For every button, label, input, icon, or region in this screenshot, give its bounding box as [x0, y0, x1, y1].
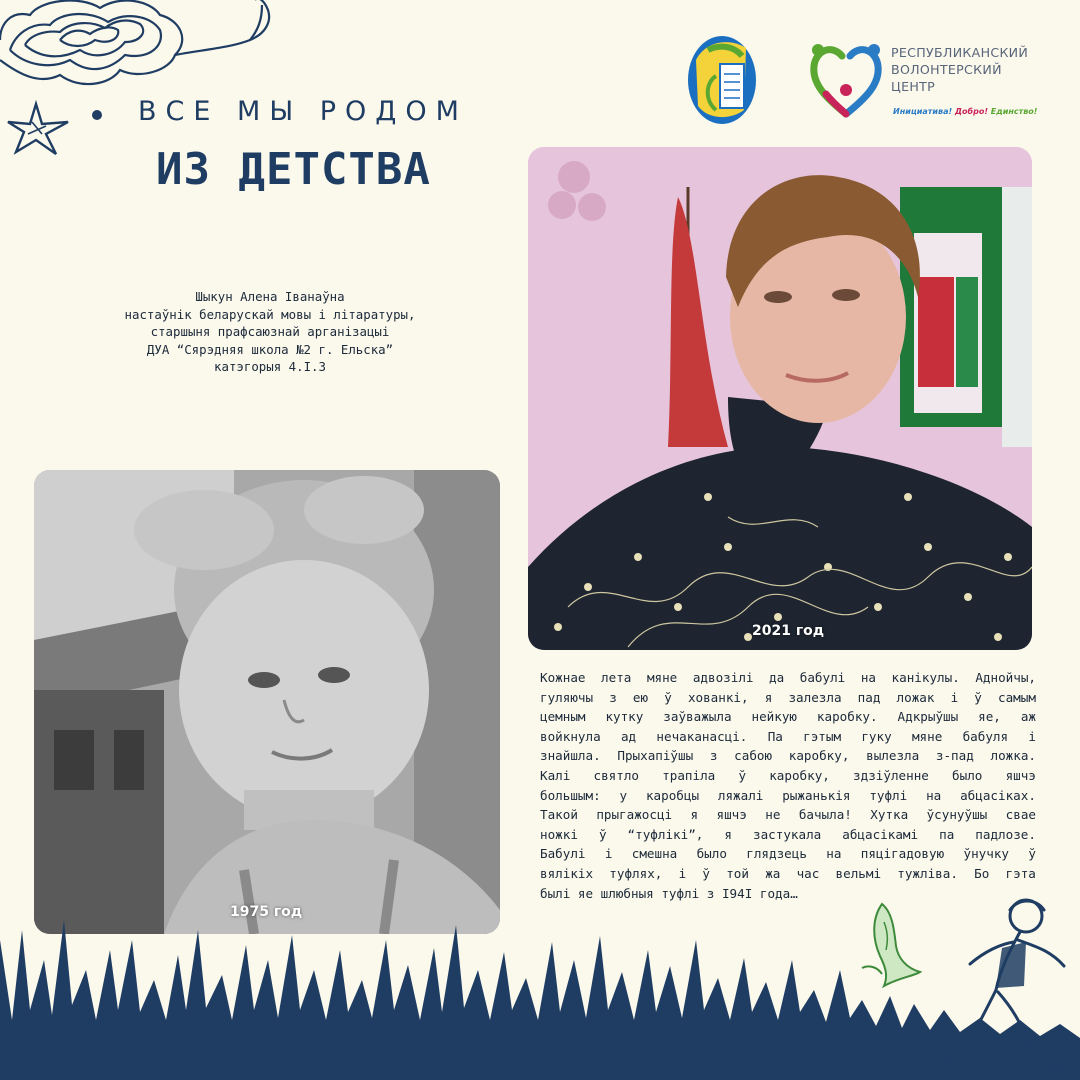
story-text-line: былі яе шлюбныя туфлі з І94І года… — [540, 885, 798, 901]
page-title-line1: ВСЕ МЫ РОДОМ — [138, 96, 468, 127]
story-word: бабуля — [962, 728, 1009, 744]
story-word: гуку — [861, 728, 892, 744]
story-word: і — [604, 846, 613, 862]
story-word: вялікіх — [540, 865, 594, 881]
story-word: яшчэ — [1005, 767, 1036, 783]
story-word: тужліва. — [897, 865, 958, 881]
story-word: Хутка — [870, 807, 909, 823]
story-word: нейкую — [751, 709, 797, 725]
volunteer-center-name-line: ЦЕНТР — [891, 79, 935, 94]
story-word: мяне — [646, 670, 678, 685]
story-word: каробку. — [816, 709, 878, 725]
story-word: хованкі, — [687, 689, 749, 705]
story-word: на — [926, 787, 942, 803]
story-word: я — [724, 826, 732, 842]
story-word: Калі — [540, 767, 571, 783]
story-word: ўнучку — [963, 846, 1009, 862]
story-word: прыгажосці — [596, 807, 673, 823]
story-word: пад — [857, 689, 881, 705]
story-word: бабулі — [799, 670, 846, 685]
recent-photo-image — [528, 147, 1032, 650]
story-word: падлозе. — [975, 826, 1036, 842]
story-word: на — [860, 670, 876, 685]
story-word: знайшла. — [540, 748, 601, 764]
story-word: і — [950, 689, 959, 705]
story-word: гуляючы — [540, 689, 594, 705]
story-word: Кожнае — [540, 670, 586, 685]
story-word: ў — [702, 865, 710, 881]
story-word: самым — [998, 689, 1036, 705]
childhood-photo-caption: 1975 год — [230, 904, 303, 920]
volunteer-center-name — [891, 44, 1028, 95]
story-line — [540, 805, 1036, 825]
story-word: цемным — [540, 709, 586, 725]
story-word: па — [939, 826, 955, 842]
story-word: я — [764, 689, 773, 705]
story-word: з-пад — [935, 748, 974, 764]
story-word: жа — [765, 865, 781, 881]
story-line — [540, 825, 1036, 845]
story-word: войкнула — [540, 728, 601, 744]
story-text — [540, 668, 1036, 903]
story-word: яшчэ — [716, 807, 747, 823]
story-word: застукала — [753, 826, 822, 842]
childhood-photo-image — [34, 470, 500, 934]
story-word: не — [765, 807, 781, 823]
childhood-photo — [34, 470, 500, 934]
story-word: і — [678, 865, 687, 881]
story-word: ў — [974, 689, 982, 705]
story-word: абцасіках. — [960, 787, 1036, 803]
slogan-word: Добро! — [954, 107, 988, 116]
volunteer-center-name-line: РЕСПУБЛИКАНСКИЙ — [891, 45, 1029, 60]
story-word: ложак — [896, 689, 935, 705]
story-word: і — [1028, 728, 1036, 744]
story-word: я — [690, 807, 699, 823]
story-line — [540, 766, 1036, 786]
author-line: Шыкун Алена Іванаўна — [195, 289, 345, 304]
story-word: каробку, — [769, 767, 830, 783]
running-boy-doodle-icon — [940, 890, 1080, 1080]
star-doodle-icon — [6, 100, 72, 156]
author-line: катэгорыя 4.І.3 — [214, 359, 326, 374]
story-word: гэтым — [803, 728, 842, 744]
recent-photo — [528, 147, 1032, 650]
story-line — [540, 844, 1036, 864]
author-line: старшыня прафсаюзнай арганізацыі — [150, 324, 390, 339]
story-word: Адкрыўшы — [897, 709, 959, 725]
story-line — [540, 727, 1036, 747]
story-line — [540, 668, 1036, 688]
story-word: ложка. — [990, 748, 1036, 764]
volunteer-center-name-line: ВОЛОНТЕРСКИЙ — [891, 62, 1002, 77]
story-word: здзіўленне — [853, 767, 929, 783]
story-line — [540, 707, 1036, 727]
story-word: Па — [767, 728, 783, 744]
story-word: ею — [632, 689, 649, 705]
story-word: святло — [593, 767, 640, 783]
bird-doodle-icon — [858, 898, 924, 990]
author-line: настаўнік беларускай мовы і літаратуры, — [124, 306, 416, 322]
page-title-line2: ИЗ ДЕТСТВА — [156, 144, 431, 195]
story-word: смешна — [631, 846, 678, 862]
story-word: ў — [664, 689, 672, 705]
story-word: з — [709, 748, 718, 764]
story-word: было — [696, 846, 727, 862]
story-word: туфлі — [869, 787, 908, 803]
story-word: было — [952, 767, 983, 783]
story-word: мяне — [911, 728, 943, 744]
title-bullet — [92, 110, 102, 120]
story-word: Бо — [974, 865, 990, 881]
story-word: да — [769, 670, 785, 685]
story-word: трапіла — [662, 767, 716, 783]
story-word: вельмі — [835, 865, 882, 881]
recent-photo-caption: 2021 год — [752, 623, 825, 639]
story-word: каробцы — [645, 787, 700, 803]
trade-union-emblem-icon — [686, 30, 758, 126]
story-word: той — [726, 865, 749, 881]
story-word: Бабулі — [540, 846, 586, 862]
story-word: свае — [1005, 807, 1036, 823]
story-word: рыжанькія — [782, 787, 851, 803]
slogan-word: Единство! — [990, 107, 1038, 116]
story-word: з — [609, 689, 617, 705]
volunteer-center-heart-icon — [808, 38, 884, 120]
story-word: абцасікамі — [842, 826, 919, 842]
author-info — [80, 288, 460, 376]
volunteer-center-slogan — [893, 107, 1037, 116]
story-word: нечаканасці. — [656, 728, 748, 744]
scribble-cloud-decoration — [0, 0, 290, 90]
story-word: сабою — [734, 748, 773, 764]
story-word: глядзець — [746, 846, 807, 862]
story-word: ўсунуўшы — [926, 807, 988, 823]
story-word: гэта — [1005, 865, 1036, 881]
story-word: Аднойчы, — [975, 670, 1036, 685]
story-word: “туфлікі”, — [627, 826, 704, 842]
story-word: заўважыла — [663, 709, 732, 725]
story-line — [540, 688, 1036, 708]
story-line — [540, 746, 1036, 766]
story-word: адвозілі — [692, 670, 754, 685]
story-word: на — [826, 846, 842, 862]
story-word: ў — [598, 826, 607, 842]
story-word: большым: — [540, 787, 601, 803]
story-word: ў — [738, 767, 747, 783]
story-word: Прыхапіўшы — [617, 748, 694, 764]
story-word: у — [619, 787, 628, 803]
story-word: каробку, — [788, 748, 850, 764]
story-word: туфлях, — [609, 865, 663, 881]
story-line — [540, 786, 1036, 806]
story-word: Такой — [540, 807, 578, 823]
story-word: ножкі — [540, 826, 578, 842]
story-word: яе, — [978, 709, 1001, 725]
story-word: кутку — [605, 709, 644, 725]
story-word: ляжалі — [717, 787, 764, 803]
slogan-word: Инициатива! — [893, 107, 953, 116]
story-word: пяцігадовую — [860, 846, 945, 862]
author-line: ДУА “Сярэдняя школа №2 г. Ельска” — [146, 341, 394, 357]
story-word: ў — [1028, 846, 1036, 862]
story-word: час — [796, 865, 820, 881]
story-word: канікулы. — [891, 670, 960, 685]
story-word: залезла — [788, 689, 842, 705]
story-word: аж — [1020, 709, 1036, 725]
story-word: бачыла! — [798, 807, 852, 823]
story-word: вылезла — [866, 748, 920, 764]
story-line — [540, 864, 1036, 884]
story-word: ад — [620, 728, 637, 744]
story-word: лета — [601, 670, 632, 685]
